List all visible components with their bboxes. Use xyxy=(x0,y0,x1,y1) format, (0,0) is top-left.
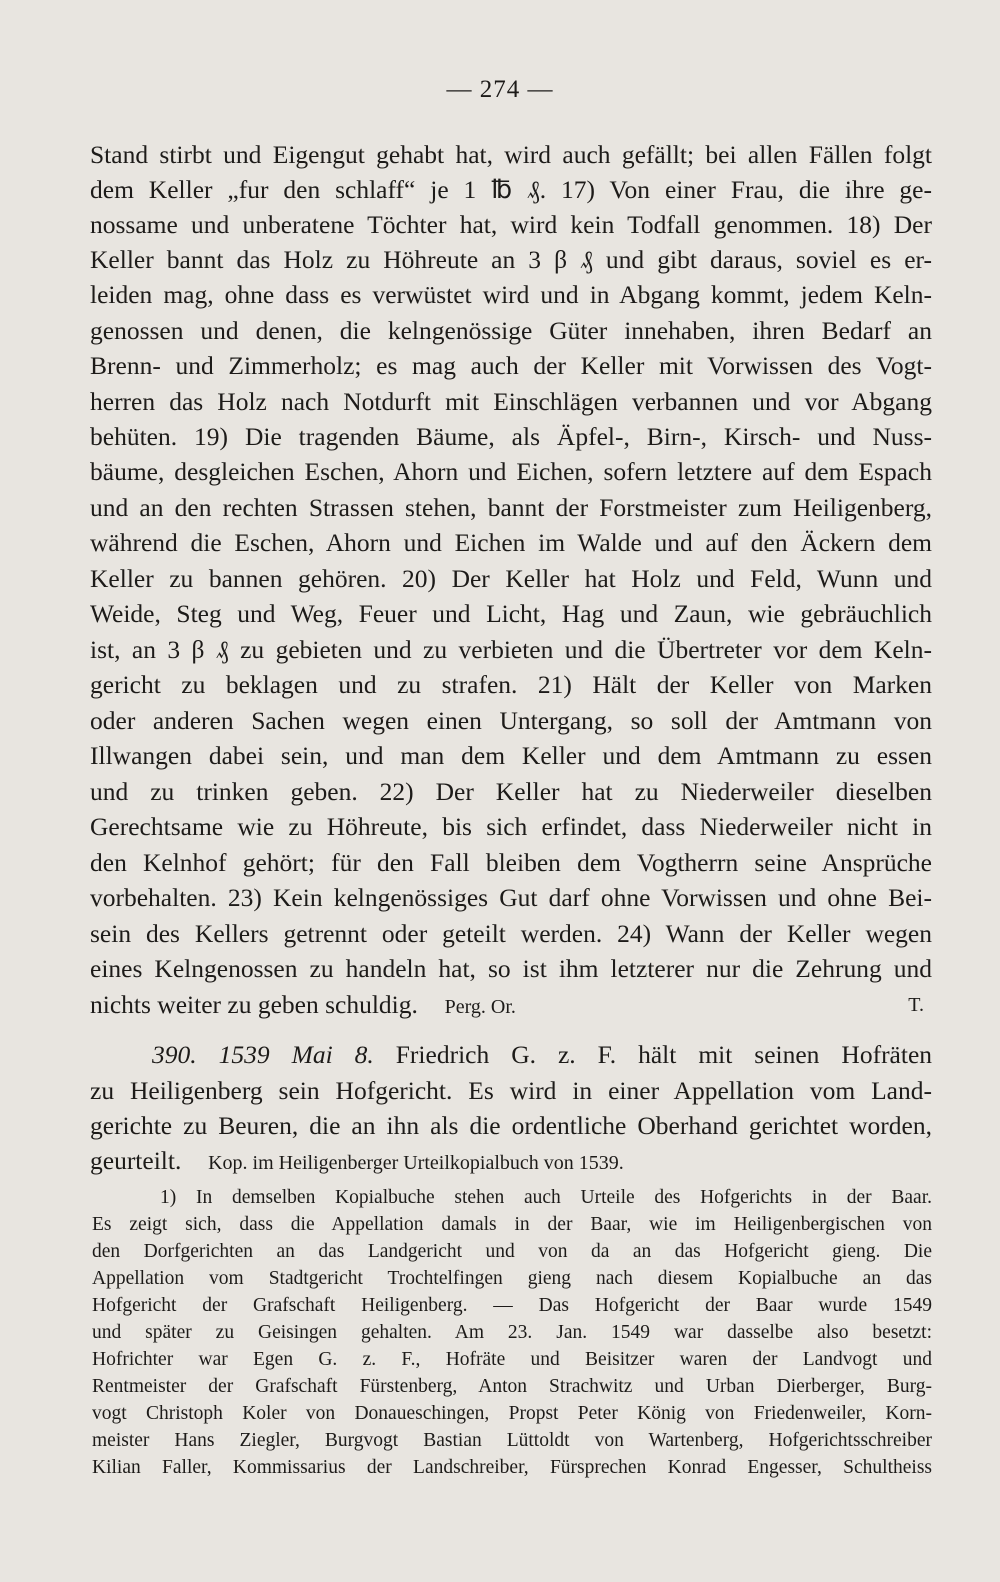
entry-number: 390. xyxy=(152,1040,197,1069)
closing-line xyxy=(90,990,932,1022)
footnote-line: 1) In demselben Kopialbuche stehen auch Urteile des Hofgerichts in der Baar. xyxy=(160,1187,932,1208)
footnote-line: Rentmeister der Grafschaft Fürstenberg, Anton Strachwitz und Urban Dierberger, Burg- xyxy=(92,1376,932,1397)
footnote-line: Appellation vom Stadtgericht Trochtelfingen gieng nach diesem Kopialbuche an das xyxy=(92,1268,932,1289)
body-line: nossame und unberatene Töchter hat, wird kein Todfall genommen. 18) Der xyxy=(90,210,932,239)
body-line: Gerechtsame wie zu Höhreute, bis sich erfindet, dass Niederweiler nicht in xyxy=(90,812,932,841)
body-line: vorbehalten. 23) Kein kelngenössiges Gut darf ohne Vorwissen und ohne Bei- xyxy=(90,883,932,912)
footnote-line: meister Hans Ziegler, Burgvogt Bastian Lüttoldt von Wartenberg, Hofgerichtsschreiber xyxy=(92,1430,932,1451)
body-line: gericht zu beklagen und zu strafen. 21) Hält der Keller von Marken xyxy=(90,670,932,699)
entry-line: gerichte zu Beuren, die an ihn als die ordentliche Oberhand gerichtet worden, xyxy=(90,1111,932,1140)
entry-source: Kop. im Heiligenberger Urteilkopialbuch von 1539. xyxy=(208,1152,624,1174)
entry-text: Friedrich G. z. F. hält mit seinen Hofräten xyxy=(395,1040,933,1069)
body-line: den Kelnhof gehört; für den Fall bleiben dem Vogtherrn seine Ansprüche xyxy=(90,848,932,877)
entry-line: zu Heiligenberg sein Hofgericht. Es wird in einer Appellation vom Land- xyxy=(90,1076,932,1105)
entry-header-line xyxy=(152,1040,932,1070)
entry-last-text: geurteilt. xyxy=(90,1146,182,1175)
footnote-line: Hofrichter war Egen G. z. F., Hofräte und Beisitzer waren der Landvogt und xyxy=(92,1349,932,1370)
closing-text: nichts weiter zu geben schuldig. xyxy=(90,990,418,1019)
body-line: dem Keller „fur den schlaff“ je 1 ℔ ₰. 17) Von einer Frau, die ihre ge- xyxy=(90,175,932,204)
body-line: herren das Holz nach Notdurft mit Einschlägen verbannen und vor Abgang xyxy=(90,387,932,416)
body-line: oder anderen Sachen wegen einen Untergang, so soll der Amtmann von xyxy=(90,706,932,735)
footnote-line: vogt Christoph Koler von Donaueschingen, Propst Peter König von Friedenweiler, Korn- xyxy=(92,1403,932,1424)
footnote-line: den Dorfgerichten an das Landgericht und von da an das Hofgericht gieng. Die xyxy=(92,1241,932,1262)
body-line: Keller bannt das Holz zu Höhreute an 3 β ₰ und gibt daraus, soviel es er- xyxy=(90,245,932,274)
entry-last-line xyxy=(90,1146,932,1178)
body-line: und an den rechten Strassen stehen, bannt der Forstmeister zum Heiligenberg, xyxy=(90,493,932,522)
body-line: eines Kelngenossen zu handeln hat, so ist ihm letzterer nur die Zehrung und xyxy=(90,954,932,983)
body-line: Keller zu bannen gehören. 20) Der Keller hat Holz und Feld, Wunn und xyxy=(90,564,932,593)
body-line: bäume, desgleichen Eschen, Ahorn und Eichen, sofern letztere auf dem Espach xyxy=(90,457,932,486)
footnote-line: Es zeigt sich, dass die Appellation damals in der Baar, wie im Heiligenbergischen von xyxy=(92,1214,932,1235)
body-line: genossen und denen, die kelngenössige Güter innehaben, ihren Bedarf an xyxy=(90,316,932,345)
body-line: Weide, Steg und Weg, Feuer und Licht, Hag und Zaun, wie gebräuchlich xyxy=(90,599,932,628)
entry-date: 1539 Mai 8. xyxy=(218,1040,374,1069)
footnote-line: und später zu Geisingen gehalten. Am 23. Jan. 1549 war dasselbe also besetzt: xyxy=(92,1322,932,1343)
body-line: sein des Kellers getrennt oder geteilt werden. 24) Wann der Keller wegen xyxy=(90,919,932,948)
body-line: und zu trinken geben. 22) Der Keller hat zu Niederweiler dieselben xyxy=(90,777,932,806)
body-line: Illwangen dabei sein, und man dem Keller und dem Amtmann zu essen xyxy=(90,741,932,770)
footnote-line: Hofgericht der Grafschaft Heiligenberg. — Das Hofgericht der Baar wurde 1549 xyxy=(92,1295,932,1316)
body-line: behüten. 19) Die tragenden Bäume, als Äpfel-, Birn-, Kirsch- und Nuss- xyxy=(90,422,932,451)
footnote-line: Kilian Faller, Kommissarius der Landschreiber, Fürsprechen Konrad Engesser, Schultheiss xyxy=(92,1457,932,1478)
body-line: ist, an 3 β ₰ zu gebieten und zu verbieten und die Übertreter vor dem Keln- xyxy=(90,635,932,664)
body-line: leiden mag, ohne dass es verwüstet wird und in Abgang kommt, jedem Keln- xyxy=(90,280,932,309)
page-number: — 274 — xyxy=(446,76,554,103)
source-note: Perg. Or. xyxy=(444,996,516,1018)
body-line: Brenn- und Zimmerholz; es mag auch der Keller mit Vorwissen des Vogt- xyxy=(90,351,932,380)
body-line: während die Eschen, Ahorn und Eichen im Walde und auf den Äckern dem xyxy=(90,528,932,557)
editor-initial: T. xyxy=(908,994,924,1016)
body-line: Stand stirbt und Eigengut gehabt hat, wird auch gefällt; bei allen Fällen folgt xyxy=(90,140,932,169)
